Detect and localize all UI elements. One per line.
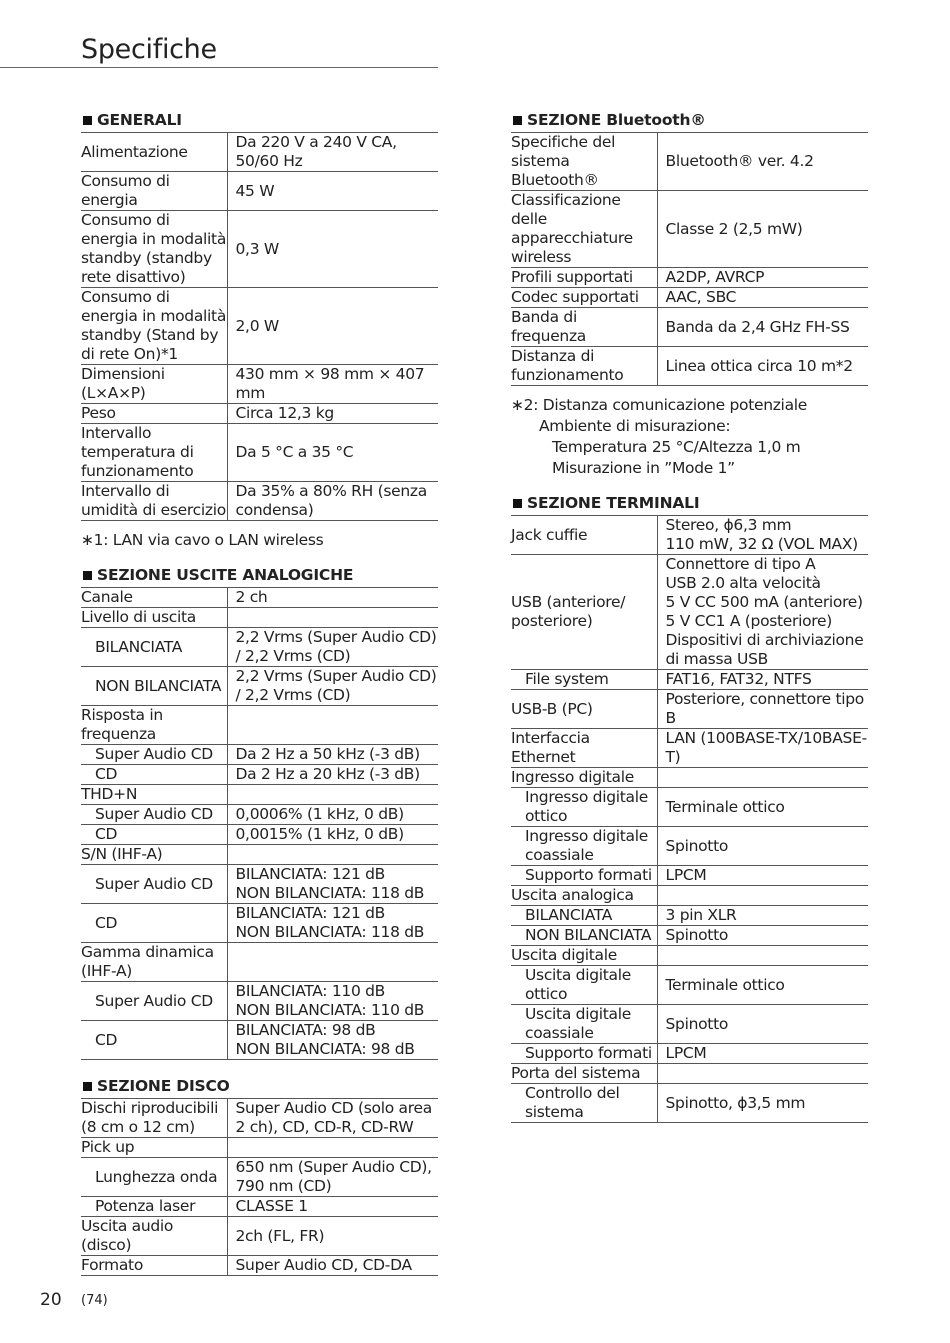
- spec-value: [657, 1064, 868, 1084]
- spec-value: 2ch (FL, FR): [227, 1217, 438, 1256]
- spec-label: CD: [81, 765, 227, 785]
- spec-label: Ingresso digitale ottico: [511, 788, 657, 827]
- spec-value: 0,3 W: [227, 211, 438, 288]
- spec-label: File system: [511, 670, 657, 690]
- square-bullet-icon: [513, 499, 522, 508]
- spec-value: Spinotto: [657, 926, 868, 946]
- spec-value: 650 nm (Super Audio CD), 790 nm (CD): [227, 1158, 438, 1197]
- spec-label: BILANCIATA: [511, 906, 657, 926]
- table-row: [81, 845, 438, 865]
- table-row: [81, 1217, 438, 1256]
- page-reference: (74): [81, 1293, 108, 1308]
- table-row: [511, 788, 868, 827]
- spec-value: A2DP, AVRCP: [657, 268, 868, 288]
- spec-label: Consumo di energia: [81, 172, 227, 211]
- spec-value: Super Audio CD, CD-DA: [227, 1256, 438, 1276]
- table-row: [81, 172, 438, 211]
- spec-value: Da 5 °C a 35 °C: [227, 424, 438, 482]
- spec-label: Alimentazione: [81, 133, 227, 172]
- spec-value: LPCM: [657, 866, 868, 886]
- square-bullet-icon: [513, 116, 522, 125]
- spec-label: NON BILANCIATA: [511, 926, 657, 946]
- spec-value: 2,2 Vrms (Super Audio CD) / 2,2 Vrms (CD): [227, 667, 438, 706]
- table-row: [81, 365, 438, 404]
- table-row: [81, 982, 438, 1021]
- section-heading: [81, 1074, 438, 1098]
- spec-value: Connettore di tipo A USB 2.0 alta velocità 5 V CC 500 mA (anteriore) 5 V CC1 A (posteriore) Dispositivi di archiviazione di massa USB: [657, 555, 868, 670]
- spec-value: LPCM: [657, 1044, 868, 1064]
- table-row: [81, 1021, 438, 1060]
- footnote-line: Ambiente di misurazione:: [539, 417, 731, 435]
- spec-table-sezione-uscite-analogiche: [81, 587, 438, 1060]
- spec-label: Supporto formati: [511, 1044, 657, 1064]
- section-heading-text: SEZIONE USCITE ANALOGICHE: [97, 565, 354, 584]
- spec-value: Posteriore, connettore tipo B: [657, 690, 868, 729]
- spec-label: Banda di frequenza: [511, 308, 657, 347]
- section-heading: [511, 491, 868, 515]
- spec-label: Dischi riproducibili (8 cm o 12 cm): [81, 1099, 227, 1138]
- spec-label: Codec supportati: [511, 288, 657, 308]
- spec-value: 430 mm × 98 mm × 407 mm: [227, 365, 438, 404]
- table-row: [81, 865, 438, 904]
- spec-value: 2,0 W: [227, 288, 438, 365]
- spec-value: [227, 845, 438, 865]
- table-row: [81, 1138, 438, 1158]
- spec-table-generali: [81, 132, 438, 521]
- spec-value: Terminale ottico: [657, 788, 868, 827]
- footnote-line: ∗1: LAN via cavo o LAN wireless: [81, 531, 324, 549]
- spec-label: Consumo di energia in modalità standby (Stand by di rete On)*1: [81, 288, 227, 363]
- spec-value: Da 2 Hz a 20 kHz (-3 dB): [227, 765, 438, 785]
- table-row: [511, 555, 868, 670]
- table-row: [81, 765, 438, 785]
- spec-value: [657, 886, 868, 906]
- table-row: [511, 191, 868, 268]
- table-row: [81, 825, 438, 845]
- spec-value: Spinotto: [657, 1005, 868, 1044]
- table-row: [511, 690, 868, 729]
- spec-label: Potenza laser: [81, 1197, 227, 1217]
- table-row: [81, 404, 438, 424]
- spec-value: Linea ottica circa 10 m*2: [657, 347, 868, 386]
- table-row: [81, 1197, 438, 1217]
- section-gap: [81, 1276, 438, 1290]
- table-row: [81, 1099, 438, 1138]
- spec-value: [227, 706, 438, 745]
- spec-value: CLASSE 1: [227, 1197, 438, 1217]
- spec-value: LAN (100BASE-TX/10BASE-T): [657, 729, 868, 768]
- spec-label: Super Audio CD: [81, 982, 227, 1021]
- spec-label: Jack cuffie: [511, 516, 657, 555]
- spec-label: Peso: [81, 404, 227, 424]
- spec-value: 45 W: [227, 172, 438, 211]
- table-row: [81, 628, 438, 667]
- spec-value: Da 35% a 80% RH (senza condensa): [227, 482, 438, 521]
- spec-table-sezione-terminali: [511, 515, 868, 1123]
- table-row: [81, 667, 438, 706]
- spec-label: THD+N: [81, 785, 227, 805]
- spec-label: Intervallo di umidità di esercizio: [81, 482, 226, 519]
- spec-label: Super Audio CD: [81, 805, 227, 825]
- spec-value: Da 220 V a 240 V CA, 50/60 Hz: [227, 133, 438, 172]
- footnote: [511, 395, 868, 479]
- table-row: [511, 670, 868, 690]
- section-heading-text: GENERALI: [97, 110, 182, 129]
- spec-value: [657, 946, 868, 966]
- spec-label: BILANCIATA: [81, 628, 227, 667]
- table-row: [511, 768, 868, 788]
- spec-label: Formato: [81, 1256, 227, 1276]
- spec-value: 0,0015% (1 kHz, 0 dB): [227, 825, 438, 845]
- spec-value: BILANCIATA: 121 dB NON BILANCIATA: 118 dB: [227, 865, 438, 904]
- footnote-line: Misurazione in ”Mode 1”: [552, 459, 735, 477]
- table-row: [81, 424, 438, 482]
- spec-value: Terminale ottico: [657, 966, 868, 1005]
- spec-label: Super Audio CD: [81, 865, 227, 904]
- spec-label: S/N (IHF-A): [81, 845, 227, 865]
- spec-value: Classe 2 (2,5 mW): [657, 191, 868, 268]
- spec-value: Spinotto: [657, 827, 868, 866]
- spec-value: [657, 768, 868, 788]
- spec-value: BILANCIATA: 121 dB NON BILANCIATA: 118 dB: [227, 904, 438, 943]
- spec-label: Lunghezza onda: [81, 1158, 227, 1197]
- section-heading-text: SEZIONE Bluetooth®: [527, 110, 706, 129]
- footnote-line: ∗2: Distanza comunicazione potenziale: [511, 396, 808, 414]
- spec-label: Pick up: [81, 1138, 227, 1158]
- right-column: [511, 108, 868, 1137]
- spec-value: 3 pin XLR: [657, 906, 868, 926]
- table-row: [511, 906, 868, 926]
- spec-value: 2 ch: [227, 588, 438, 608]
- spec-value: [227, 785, 438, 805]
- spec-label: USB (anteriore/ posteriore): [511, 555, 657, 670]
- spec-label: NON BILANCIATA: [81, 667, 227, 706]
- table-row: [511, 516, 868, 555]
- spec-label: Super Audio CD: [81, 745, 227, 765]
- table-row: [511, 1005, 868, 1044]
- spec-label: CD: [81, 904, 227, 943]
- table-row: [81, 588, 438, 608]
- spec-label: Uscita digitale: [511, 946, 657, 966]
- spec-value: Super Audio CD (solo area 2 ch), CD, CD-R, CD-RW: [227, 1099, 438, 1138]
- square-bullet-icon: [83, 1082, 92, 1091]
- spec-label: Supporto formati: [511, 866, 657, 886]
- spec-label: Uscita digitale coassiale: [511, 1005, 657, 1044]
- page-title: Specifiche: [81, 34, 217, 65]
- table-row: [511, 827, 868, 866]
- spec-label: Interfaccia Ethernet: [511, 729, 657, 768]
- table-row: [511, 729, 868, 768]
- table-row: [511, 347, 868, 386]
- table-row: [511, 1084, 868, 1123]
- spec-label: Ingresso digitale: [511, 768, 657, 788]
- spec-label: USB-B (PC): [511, 690, 657, 729]
- spec-value: Stereo, ϕ6,3 mm 110 mW, 32 Ω (VOL MAX): [657, 516, 868, 555]
- table-row: [511, 966, 868, 1005]
- spec-value: 2,2 Vrms (Super Audio CD) / 2,2 Vrms (CD): [227, 628, 438, 667]
- spec-label: Specifiche del sistema Bluetooth®: [511, 133, 657, 191]
- spec-value: [227, 1138, 438, 1158]
- spec-label: Canale: [81, 588, 227, 608]
- table-row: [81, 1158, 438, 1197]
- spec-value: BILANCIATA: 98 dB NON BILANCIATA: 98 dB: [227, 1021, 438, 1060]
- section-gap: [81, 1060, 438, 1074]
- table-row: [511, 268, 868, 288]
- spec-value: 0,0006% (1 kHz, 0 dB): [227, 805, 438, 825]
- spec-label: Controllo del sistema: [511, 1084, 657, 1123]
- table-row: [81, 943, 438, 982]
- section-gap: [511, 1123, 868, 1137]
- square-bullet-icon: [83, 116, 92, 125]
- left-column: [81, 108, 438, 1290]
- spec-value: AAC, SBC: [657, 288, 868, 308]
- table-row: [511, 133, 868, 191]
- table-row: [81, 211, 438, 288]
- spec-table-sezione-bluetooth: [511, 132, 868, 386]
- spec-label: Intervallo temperatura di funzionamento: [81, 424, 227, 482]
- spec-value: Da 2 Hz a 50 kHz (-3 dB): [227, 745, 438, 765]
- table-row: [511, 1064, 868, 1084]
- table-row: [511, 1044, 868, 1064]
- spec-value: [227, 943, 438, 982]
- section-heading: [511, 108, 868, 132]
- spec-label: Uscita audio (disco): [81, 1217, 227, 1256]
- spec-label: Porta del sistema: [511, 1064, 657, 1084]
- spec-value: FAT16, FAT32, NTFS: [657, 670, 868, 690]
- footnote: [81, 530, 438, 551]
- spec-value: Bluetooth® ver. 4.2: [657, 133, 868, 191]
- table-row: [81, 745, 438, 765]
- section-heading-text: SEZIONE TERMINALI: [527, 493, 700, 512]
- spec-value: Circa 12,3 kg: [227, 404, 438, 424]
- table-row: [81, 133, 438, 172]
- table-row: [511, 946, 868, 966]
- spec-value: Spinotto, ϕ3,5 mm: [657, 1084, 868, 1123]
- spec-label: Uscita digitale ottico: [511, 966, 657, 1005]
- table-row: [511, 866, 868, 886]
- spec-label: CD: [81, 1021, 227, 1060]
- section-heading: [81, 108, 438, 132]
- table-row: [81, 785, 438, 805]
- spec-label: Ingresso digitale coassiale: [511, 827, 657, 866]
- spec-label: Livello di uscita: [81, 608, 227, 628]
- spec-label: Gamma dinamica (IHF-A): [81, 943, 227, 982]
- table-row: [511, 886, 868, 906]
- spec-label: Dimensioni (L×A×P): [81, 365, 227, 404]
- table-row: [81, 1256, 438, 1276]
- page-number: 20: [40, 1290, 62, 1310]
- table-row: [511, 288, 868, 308]
- section-heading: [81, 563, 438, 587]
- spec-label: Classificazione delle apparecchiature wireless: [511, 191, 657, 268]
- spec-value: Banda da 2,4 GHz FH-SS: [657, 308, 868, 347]
- table-row: [81, 288, 438, 365]
- spec-value: [227, 608, 438, 628]
- spec-value: BILANCIATA: 110 dB NON BILANCIATA: 110 dB: [227, 982, 438, 1021]
- table-row: [511, 926, 868, 946]
- table-row: [81, 904, 438, 943]
- square-bullet-icon: [83, 571, 92, 580]
- spec-table-sezione-disco: [81, 1098, 438, 1276]
- spec-label: Risposta in frequenza: [81, 706, 227, 745]
- title-rule: [0, 67, 438, 68]
- spec-label: CD: [81, 825, 227, 845]
- spec-label: Distanza di funzionamento: [511, 347, 657, 386]
- table-row: [81, 608, 438, 628]
- spec-label: Uscita analogica: [511, 886, 657, 906]
- table-row: [81, 706, 438, 745]
- footnote-line: Temperatura 25 °C/Altezza 1,0 m: [552, 438, 801, 456]
- spec-label: Consumo di energia in modalità standby (standby rete disattivo): [81, 211, 227, 286]
- table-row: [81, 805, 438, 825]
- table-row: [81, 482, 438, 521]
- table-row: [511, 308, 868, 347]
- spec-label: Profili supportati: [511, 268, 657, 288]
- section-heading-text: SEZIONE DISCO: [97, 1076, 230, 1095]
